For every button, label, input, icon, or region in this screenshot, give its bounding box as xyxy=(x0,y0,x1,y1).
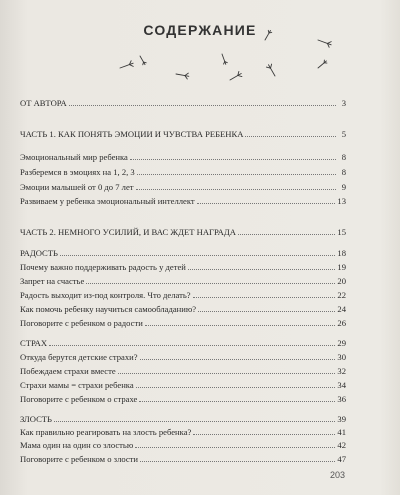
dot-leader xyxy=(135,447,335,448)
dandelion-seed-icon xyxy=(175,71,189,79)
toc-entry[interactable]: Как правильно реагировать на злость ребенка? 41 xyxy=(20,427,346,437)
dandelion-seed-icon xyxy=(266,63,278,77)
toc-entry[interactable]: ЗЛОСТЬ 39 xyxy=(20,414,346,424)
toc-entry[interactable]: Эмоции малышей от 0 до 7 лет 9 xyxy=(20,182,346,192)
toc-page-number: 19 xyxy=(337,262,346,272)
toc-page-number: 34 xyxy=(337,380,346,390)
toc-entry[interactable]: Побеждаем страхи вместе 32 xyxy=(20,366,346,376)
dandelion-seed-icon xyxy=(317,37,332,47)
dandelion-seed-icon xyxy=(229,71,243,83)
dot-leader xyxy=(130,159,336,160)
dot-leader xyxy=(197,203,336,204)
toc-page-number: 39 xyxy=(337,414,346,424)
toc-page-number: 22 xyxy=(337,290,346,300)
toc-entry[interactable]: Откуда берутся детские страхи? 30 xyxy=(20,352,346,362)
toc-page-number: 29 xyxy=(337,338,346,348)
toc-page-number: 30 xyxy=(337,352,346,362)
toc-page-number: 13 xyxy=(337,196,346,206)
toc-page-number: 3 xyxy=(341,98,346,108)
dot-leader xyxy=(60,255,335,256)
toc-entry[interactable]: Страхи мамы = страхи ребенка 34 xyxy=(20,380,346,390)
toc-page-number: 8 xyxy=(341,152,346,162)
dandelion-seed-icon xyxy=(263,29,272,41)
toc-page-number: 8 xyxy=(341,167,346,177)
toc-page-number: 41 xyxy=(337,427,346,437)
toc-entry[interactable]: ЧАСТЬ 2. НЕМНОГО УСИЛИЙ, И ВАС ЖДЕТ НАГРАДА 15 xyxy=(20,227,346,237)
toc-entry[interactable]: ЧАСТЬ 1. КАК ПОНЯТЬ ЭМОЦИИ И ЧУВСТВА РЕБЕНКА 5 xyxy=(20,129,346,139)
toc-page-number: 9 xyxy=(341,182,346,192)
toc-page-number: 18 xyxy=(337,248,346,258)
toc-page-number: 5 xyxy=(341,129,346,139)
toc-entry[interactable]: РАДОСТЬ 18 xyxy=(20,248,346,258)
toc-entry[interactable]: Поговорите с ребенком о страхе 36 xyxy=(20,394,346,404)
dot-leader xyxy=(49,345,335,346)
page-number: 203 xyxy=(330,470,346,480)
toc-page-number: 42 xyxy=(337,440,346,450)
dot-leader xyxy=(198,311,335,312)
dandelion-seed-icon xyxy=(119,60,134,70)
dot-leader xyxy=(118,373,336,374)
dot-leader xyxy=(193,297,336,298)
toc-entry[interactable]: Радость выходит из-под контроля. Что делать? 22 xyxy=(20,290,346,300)
dot-leader xyxy=(188,269,336,270)
dot-leader xyxy=(136,387,336,388)
toc-page-number: 32 xyxy=(337,366,346,376)
toc-entry[interactable]: Поговорите с ребенком о радости 26 xyxy=(20,318,346,328)
dandelion-seed-icon xyxy=(138,55,146,66)
dot-leader xyxy=(137,174,336,175)
toc-page-number: 36 xyxy=(337,394,346,404)
dandelion-seed-icon xyxy=(220,53,228,65)
dot-leader xyxy=(193,434,335,435)
page-title: СОДЕРЖАНИЕ xyxy=(143,22,257,38)
toc-page-number: 26 xyxy=(337,318,346,328)
toc-entry[interactable]: Мама один на один со злостью 42 xyxy=(20,440,346,450)
toc-page-number: 24 xyxy=(337,304,346,314)
toc-entry[interactable]: Разберемся в эмоциях на 1, 2, 3 8 xyxy=(20,167,346,177)
toc-page-number: 15 xyxy=(337,227,346,237)
dot-leader xyxy=(140,359,336,360)
toc-entry[interactable]: Как помочь ребенку научиться самообладанию? 24 xyxy=(20,304,346,314)
dot-leader xyxy=(238,234,335,235)
dot-leader xyxy=(245,136,336,137)
toc-entry[interactable]: Поговорите с ребенком о злости 47 xyxy=(20,454,346,464)
toc-page-number: 47 xyxy=(337,454,346,464)
dot-leader xyxy=(69,105,336,106)
toc-page-number: 20 xyxy=(337,276,346,286)
dandelion-seeds-illustration xyxy=(0,28,400,88)
toc-entry[interactable]: ОТ АВТОРА 3 xyxy=(20,98,346,108)
dandelion-seed-icon xyxy=(317,59,328,69)
dot-leader xyxy=(140,461,335,462)
toc-entry[interactable]: СТРАХ 29 xyxy=(20,338,346,348)
toc-entry[interactable]: Развиваем у ребенка эмоциональный интеллект 13 xyxy=(20,196,346,206)
dot-leader xyxy=(139,401,335,402)
dot-leader xyxy=(145,325,336,326)
toc-entry[interactable]: Запрет на счастье 20 xyxy=(20,276,346,286)
dot-leader xyxy=(86,283,335,284)
dot-leader xyxy=(136,189,336,190)
toc-entry[interactable]: Эмоциональный мир ребенка 8 xyxy=(20,152,346,162)
toc-entry[interactable]: Почему важно поддерживать радость у детей 19 xyxy=(20,262,346,272)
dot-leader xyxy=(54,421,335,422)
